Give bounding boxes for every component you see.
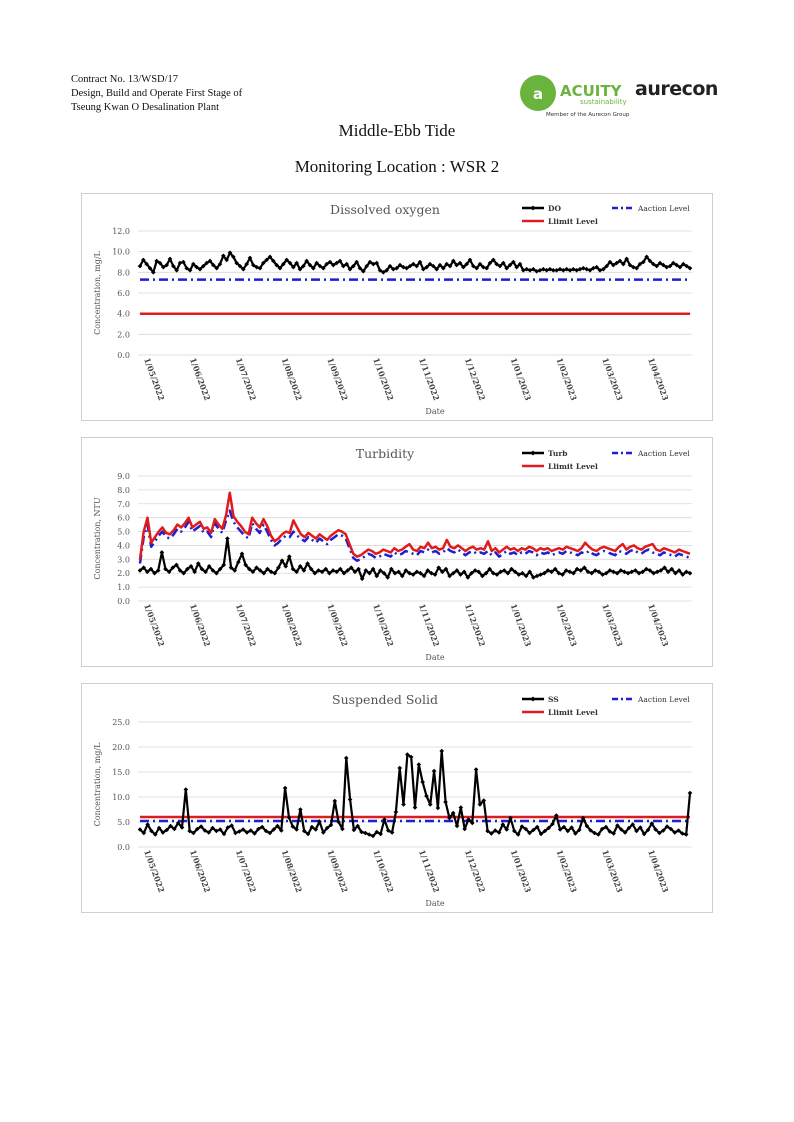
- x-tick-label: 1/06/2022: [187, 356, 213, 402]
- x-tick-label: 1/10/2022: [371, 848, 396, 894]
- x-tick-label: 1/07/2022: [233, 356, 259, 402]
- acuity-tagline: Member of the Aurecon Group: [546, 112, 630, 118]
- legend-marker: [531, 206, 536, 211]
- y-tick-label: 4.0: [117, 541, 130, 551]
- y-tick-label: 12.0: [112, 227, 130, 236]
- y-tick-label: 25.0: [112, 718, 130, 727]
- x-tick-label: 1/01/2023: [508, 356, 534, 402]
- data-point: [344, 756, 349, 761]
- x-tick-label: 1/01/2023: [508, 848, 534, 894]
- x-tick-label: 1/02/2023: [554, 848, 580, 894]
- y-tick-label: 6.0: [117, 513, 130, 523]
- data-point: [432, 769, 437, 774]
- contract-title-line1: Design, Build and Operate First Stage of: [71, 88, 243, 99]
- legend-label: SS: [548, 695, 559, 704]
- y-tick-label: 0.0: [117, 843, 130, 852]
- chart-dissolved-oxygen: [82, 194, 712, 420]
- chart-title: Dissolved oxygen: [330, 202, 440, 217]
- data-point: [184, 787, 189, 792]
- y-tick-label: 20.0: [112, 743, 130, 752]
- data-point: [413, 805, 418, 810]
- chart-turbidity: [82, 438, 712, 666]
- data-point: [394, 810, 399, 815]
- x-tick-label: 1/04/2023: [646, 848, 671, 894]
- data-point: [160, 550, 165, 555]
- y-tick-label: 1.0: [117, 583, 130, 593]
- x-tick-label: 1/11/2022: [417, 356, 442, 402]
- x-tick-label: 1/08/2022: [279, 848, 305, 894]
- acuity-logo: [518, 74, 630, 118]
- data-point: [436, 806, 441, 811]
- acuity-sub: sustainability: [580, 98, 627, 106]
- legend-label: DO: [548, 204, 562, 213]
- x-tick-label: 1/06/2022: [187, 602, 213, 648]
- x-tick-label: 1/12/2022: [462, 848, 488, 894]
- data-point: [332, 799, 337, 804]
- data-point: [397, 766, 402, 771]
- y-tick-label: 8.0: [117, 485, 130, 495]
- x-tick-label: 1/10/2022: [371, 602, 396, 648]
- chart-suspended-solid: [82, 684, 712, 912]
- contract-number: Contract No. 13/WSD/17: [71, 74, 179, 85]
- x-tick-label: 1/04/2023: [646, 602, 671, 648]
- x-tick-label: 1/11/2022: [417, 848, 442, 894]
- data-point: [474, 767, 479, 772]
- x-tick-label: 1/05/2022: [142, 848, 167, 894]
- page-title: Middle-Ebb Tide: [338, 121, 456, 140]
- chart-title: Suspended Solid: [332, 692, 438, 707]
- x-tick-label: 1/04/2023: [646, 356, 671, 402]
- x-tick-label: 1/07/2022: [233, 602, 259, 648]
- legend-label: Llimit Level: [548, 462, 598, 471]
- x-tick-label: 1/12/2022: [462, 602, 488, 648]
- chart-title: Turbidity: [355, 446, 415, 461]
- x-axis-label: Date: [425, 653, 445, 662]
- x-tick-label: 1/01/2023: [508, 602, 534, 648]
- x-tick-label: 1/09/2022: [325, 848, 351, 894]
- x-axis-label: Date: [425, 899, 445, 908]
- x-axis-label: Date: [425, 407, 445, 416]
- x-tick-label: 1/08/2022: [279, 356, 305, 402]
- y-tick-label: 7.0: [117, 499, 130, 509]
- data-point: [417, 762, 422, 767]
- x-tick-label: 1/12/2022: [462, 356, 488, 402]
- data-point: [688, 791, 693, 796]
- x-tick-label: 1/11/2022: [417, 602, 442, 648]
- location-title: Monitoring Location : WSR 2: [294, 157, 500, 176]
- x-tick-label: 1/02/2023: [554, 602, 580, 648]
- legend-marker: [531, 697, 536, 702]
- data-point: [298, 807, 303, 812]
- y-axis-label: Concentration, NTU: [93, 497, 102, 580]
- data-point: [443, 800, 448, 805]
- y-tick-label: 2.0: [117, 330, 130, 340]
- data-point: [459, 805, 464, 810]
- y-axis-label: Concentration, mg/L: [93, 251, 102, 335]
- acuity-name: ACUITY: [560, 82, 622, 100]
- y-tick-label: 0.0: [117, 351, 130, 360]
- x-tick-label: 1/05/2022: [142, 602, 167, 648]
- x-tick-label: 1/05/2022: [142, 356, 167, 402]
- y-tick-label: 3.0: [117, 555, 130, 565]
- y-tick-label: 9.0: [117, 472, 130, 481]
- y-tick-label: 10.0: [112, 793, 130, 802]
- legend-label: Aaction Level: [638, 695, 690, 704]
- data-point: [420, 780, 425, 785]
- x-tick-label: 1/02/2023: [554, 356, 580, 402]
- chart-panel-suspended-solid: [81, 683, 713, 913]
- y-tick-label: 6.0: [117, 289, 130, 298]
- y-tick-label: 5.0: [117, 818, 130, 827]
- aurecon-logo: aurecon: [635, 78, 718, 100]
- legend-label: Llimit Level: [548, 217, 598, 226]
- legend-label: Aaction Level: [638, 449, 690, 458]
- y-tick-label: 8.0: [117, 268, 130, 278]
- x-tick-label: 1/09/2022: [325, 356, 351, 402]
- y-tick-label: 15.0: [112, 768, 130, 777]
- x-tick-label: 1/09/2022: [325, 602, 351, 648]
- legend-marker: [531, 451, 536, 456]
- aaction-level-series-line: [140, 511, 690, 564]
- chart-panel-turbidity: [81, 437, 713, 667]
- y-tick-label: 10.0: [112, 247, 130, 257]
- x-tick-label: 1/03/2023: [600, 356, 626, 402]
- y-tick-label: 0.0: [117, 597, 130, 606]
- llimit-level-series-line: [140, 493, 690, 560]
- contract-title-line2: Tseung Kwan O Desalination Plant: [71, 102, 219, 113]
- chart-panel-dissolved-oxygen: [81, 193, 713, 421]
- data-point: [684, 832, 689, 837]
- y-tick-label: 2.0: [117, 569, 130, 579]
- x-tick-label: 1/07/2022: [233, 848, 259, 894]
- data-point: [401, 802, 406, 807]
- x-tick-label: 1/03/2023: [600, 848, 626, 894]
- data-point: [283, 786, 288, 791]
- x-tick-label: 1/03/2023: [600, 602, 626, 648]
- y-axis-label: Concentration, mg/L: [93, 742, 102, 827]
- data-point: [225, 536, 230, 541]
- x-tick-label: 1/06/2022: [187, 848, 213, 894]
- y-tick-label: 4.0: [117, 309, 130, 319]
- contract-header: [71, 73, 242, 115]
- legend-label: Aaction Level: [638, 204, 690, 213]
- x-tick-label: 1/10/2022: [371, 356, 396, 402]
- legend-label: Llimit Level: [548, 708, 598, 717]
- x-tick-label: 1/08/2022: [279, 602, 305, 648]
- data-point: [348, 797, 353, 802]
- ss-series-line: [140, 751, 690, 836]
- y-tick-label: 5.0: [117, 527, 130, 537]
- data-point: [439, 749, 444, 754]
- svg-text:a: a: [532, 85, 544, 103]
- legend-label: Turb: [548, 449, 568, 458]
